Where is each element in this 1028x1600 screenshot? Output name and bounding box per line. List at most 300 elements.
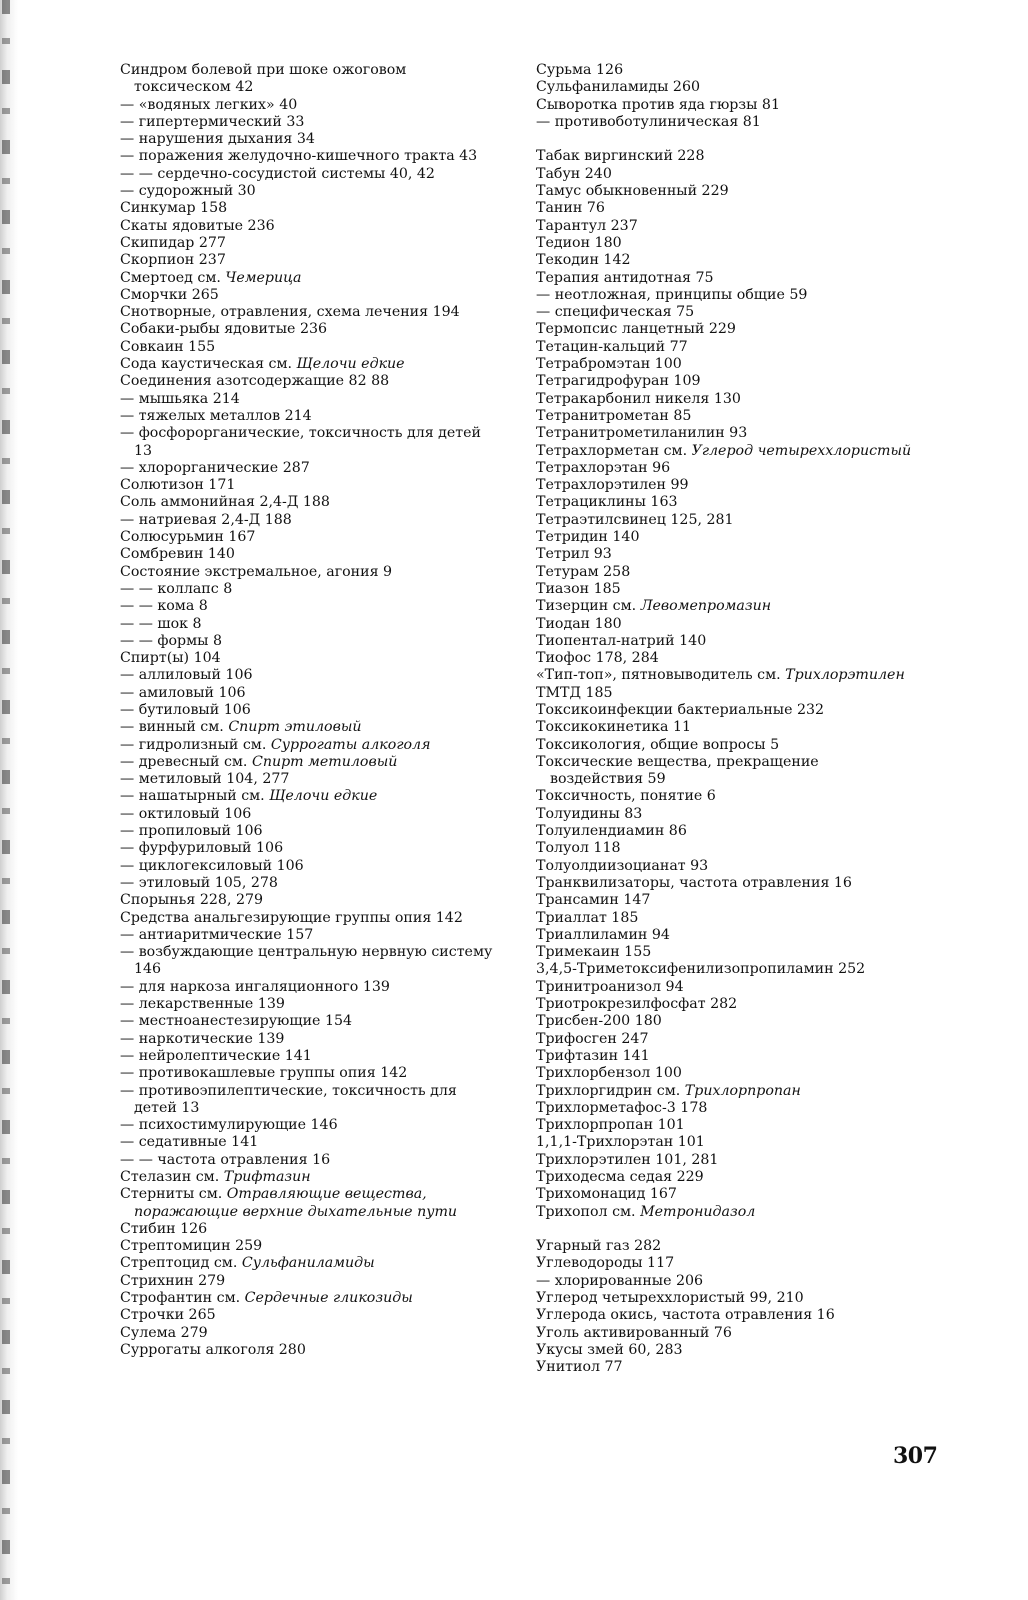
index-entry-text: Тетракарбонил никеля 130 (536, 390, 741, 407)
index-entry (536, 1238, 916, 1255)
index-entry-text: — — коллапс 8 (120, 580, 233, 597)
index-entry-text: Тетрациклины 163 (536, 494, 678, 511)
index-entry (536, 892, 916, 909)
index-entry (120, 875, 500, 892)
index-entry-text: Толуол 118 (536, 840, 621, 857)
index-entry (536, 494, 916, 511)
index-entry-text: Сморчки 265 (120, 286, 219, 303)
section-gap (536, 131, 916, 148)
index-entry (120, 667, 500, 684)
index-entry (120, 927, 500, 944)
index-entry (536, 529, 916, 546)
index-entry-reference: Спирт этиловый (228, 719, 362, 736)
index-entry-text: Спорынья 228, 279 (120, 892, 264, 909)
index-entry-text: Скорпион 237 (120, 252, 226, 269)
scan-artifact (2, 0, 10, 1600)
index-entry (536, 979, 916, 996)
index-entry (536, 1169, 916, 1186)
index-entry-text: Табак виргинский 228 (536, 148, 705, 165)
index-entry (120, 1255, 500, 1272)
index-entry (120, 996, 500, 1013)
index-entry (120, 408, 500, 425)
index-entry (120, 719, 500, 736)
index-entry (536, 1273, 916, 1290)
index-entry-text: Тиопентал-натрий 140 (536, 632, 707, 649)
index-entry-text: Строфантин см. (120, 1290, 245, 1307)
index-entry (120, 183, 500, 200)
index-entry (536, 270, 916, 287)
index-entry (536, 114, 916, 131)
index-entry (536, 996, 916, 1013)
index-entry-reference: Углерод четыреххлористый (691, 442, 912, 459)
index-entry (120, 1117, 500, 1134)
index-entry-text: — возбуждающие центральную нервную систему 146 (120, 944, 493, 978)
index-entry-text: Суррогаты алкоголя 280 (120, 1341, 306, 1358)
index-entry-text: — метиловый 104, 277 (120, 771, 290, 788)
index-entry-text: Совкаин 155 (120, 338, 216, 355)
index-column-left (120, 62, 500, 1359)
index-entry-text: — тяжелых металлов 214 (120, 407, 312, 424)
index-entry-text: — психостимулирующие 146 (120, 1117, 338, 1134)
index-entry-text: Тетранитрометан 85 (536, 407, 692, 424)
index-entry-text: Трихлорметафос-3 178 (536, 1099, 708, 1116)
index-entry-text: Сода каустическая см. (120, 356, 297, 373)
index-entry-reference: Щелочи едкие (296, 356, 405, 373)
index-entry-text: Стибин 126 (120, 1220, 208, 1237)
index-entry (536, 1117, 916, 1134)
index-entry-text: Тедион 180 (536, 234, 622, 251)
index-entry-text: Сулема 279 (120, 1324, 208, 1341)
index-entry-text: Терапия антидотная 75 (536, 269, 714, 286)
index-entry (120, 1083, 500, 1118)
index-entry (120, 321, 500, 338)
index-entry (536, 702, 916, 719)
index-entry-text: Тетурам 258 (536, 563, 631, 580)
index-entry-reference: Спирт метиловый (251, 753, 398, 770)
index-entry (120, 685, 500, 702)
index-entry-text: Стрихнин 279 (120, 1272, 226, 1289)
index-entry-text: 3,4,5-Триметоксифенилизопропиламин 252 (536, 961, 866, 978)
index-entry-text: Тетрахлорметан см. (536, 442, 692, 459)
index-entry (536, 339, 916, 356)
index-entry-text: Трисбен-200 180 (536, 1013, 662, 1030)
index-entry (120, 1169, 500, 1186)
index-entry (536, 1307, 916, 1324)
index-entry (120, 148, 500, 165)
index-entry (120, 788, 500, 805)
index-entry-text: Триходесма седая 229 (536, 1169, 704, 1185)
index-entry-text: Токсичность, понятие 6 (536, 788, 716, 805)
index-entry (120, 944, 500, 979)
index-entry (536, 304, 916, 321)
index-entry-text: Смертоед см. (120, 269, 226, 286)
index-entry (536, 97, 916, 114)
index-entry-text: — неотложная, принципы общие 59 (536, 286, 808, 303)
index-entry-text: Тиазон 185 (536, 580, 621, 597)
index-entry-text: Табун 240 (536, 165, 612, 182)
index-entry-text: — хлорированные 206 (536, 1272, 704, 1289)
index-entry (536, 1359, 916, 1376)
index-entry (120, 131, 500, 148)
index-entry-text: Трихлоргидрин см. (536, 1082, 685, 1099)
index-entry-text: Триотрокрезилфосфат 282 (536, 996, 738, 1013)
index-entry (536, 633, 916, 650)
index-entry-text: Соль аммонийная 2,4-Д 188 (120, 494, 330, 511)
index-entry-text: Тиофос 178, 284 (536, 650, 659, 667)
index-entry-text: Триаллиламин 94 (536, 926, 670, 943)
index-entry-text: Трихомонацид 167 (536, 1186, 677, 1203)
index-entry (536, 961, 916, 978)
index-entry-text: Трихопол см. (536, 1203, 641, 1220)
index-entry-text: Трихлорбензол 100 (536, 1065, 682, 1082)
index-entry-text: Транквилизаторы, частота отравления 16 (536, 874, 852, 891)
index-entry (536, 616, 916, 633)
index-entry (120, 979, 500, 996)
index-entry-text: — судорожный 30 (120, 183, 256, 200)
index-entry-text: Тетранитрометиланилин 93 (536, 425, 748, 442)
index-entry (120, 806, 500, 823)
index-entry-text: — для наркоза ингаляционного 139 (120, 978, 390, 995)
index-entry (120, 1290, 500, 1307)
index-entry (120, 287, 500, 304)
index-entry-text: Толуилендиамин 86 (536, 823, 687, 840)
index-entry (536, 235, 916, 252)
index-entry (536, 166, 916, 183)
index-entry (120, 1221, 500, 1238)
index-entry-text: Тетрахлорэтан 96 (536, 459, 671, 476)
index-entry-reference: Левомепромазин (640, 598, 772, 615)
page-number: 307 (893, 1443, 938, 1469)
index-entry-text: Средства анальгезирующие группы опия 142 (120, 909, 463, 926)
index-entry (120, 62, 500, 97)
index-entry (120, 1325, 500, 1342)
index-entry-text: — натриевая 2,4-Д 188 (120, 511, 292, 528)
index-entry-reference: Трихлорпропан (684, 1082, 801, 1099)
index-entry-text: Тетрагидрофуран 109 (536, 373, 701, 390)
index-entry (120, 460, 500, 477)
index-entry-text: Термопсис ланцетный 229 (536, 321, 736, 338)
index-entry (536, 944, 916, 961)
index-entry (120, 235, 500, 252)
index-entry (536, 754, 916, 789)
index-entry (536, 546, 916, 563)
index-entry (120, 650, 500, 667)
index-entry-text: Трифосген 247 (536, 1030, 649, 1047)
index-entry-text: Состояние экстремальное, агония 9 (120, 563, 393, 580)
index-entry-text: Укусы змей 60, 283 (536, 1341, 683, 1358)
index-entry-text: — фурфуриловый 106 (120, 840, 284, 857)
index-entry-text: — бутиловый 106 (120, 701, 251, 718)
index-entry (120, 598, 500, 615)
index-entry (536, 200, 916, 217)
index-entry-text: — противокашлевые группы опия 142 (120, 1065, 408, 1082)
index-entry-text: Токсикоинфекции бактериальные 232 (536, 701, 825, 718)
index-entry-text: Трансамин 147 (536, 892, 651, 909)
index-entry-text: Углерод четыреххлористый 99, 210 (536, 1290, 804, 1307)
index-entry (120, 754, 500, 771)
index-entry (536, 391, 916, 408)
index-entry-text: Сульфаниламиды 260 (536, 79, 700, 96)
index-entry-text: Унитиол 77 (536, 1359, 623, 1376)
index-entry (536, 840, 916, 857)
index-entry (120, 564, 500, 581)
index-entry (536, 1083, 916, 1100)
index-entry-reference: Отравляющие вещества, поражающие верхние дыхательные пути (134, 1186, 458, 1220)
index-entry (536, 218, 916, 235)
index-entry (536, 1152, 916, 1169)
index-entry (120, 840, 500, 857)
index-entry (536, 477, 916, 494)
index-entry-text: — «водяных легких» 40 (120, 96, 298, 113)
index-entry-text: Токсикология, общие вопросы 5 (536, 736, 780, 753)
index-entry-text: — мышьяка 214 (120, 390, 240, 407)
index-entry (120, 1186, 500, 1221)
index-entry (536, 1204, 916, 1221)
index-entry (120, 737, 500, 754)
index-entry-text: Текодин 142 (536, 252, 631, 269)
index-entry-text: — — шок 8 (120, 615, 202, 632)
index-entry-text: Трихлорпропан 101 (536, 1117, 685, 1134)
index-entry-text: Сомбревин 140 (120, 546, 235, 563)
index-entry-text: — нашатырный см. (120, 788, 270, 805)
index-entry-reference: Метронидазол (640, 1203, 756, 1220)
index-entry-text: Тизерцин см. (536, 598, 641, 615)
index-entry (120, 1013, 500, 1030)
index-entry (536, 1031, 916, 1048)
index-entry-text: — противоботулиническая 81 (536, 113, 761, 130)
index-entry-reference: Чемерица (225, 269, 302, 286)
index-entry-text: — лекарственные 139 (120, 996, 285, 1013)
index-entry (120, 1065, 500, 1082)
index-entry (536, 927, 916, 944)
index-entry-text: Тетрабромэтан 100 (536, 356, 682, 373)
index-entry (536, 667, 916, 684)
index-entry-text: Снотворные, отравления, схема лечения 194 (120, 304, 460, 321)
index-entry-text: Толуолдиизоцианат 93 (536, 857, 709, 874)
index-entry-text: Триаллат 185 (536, 909, 639, 926)
index-entry-text: Стрептомицин 259 (120, 1238, 263, 1255)
index-entry (536, 650, 916, 667)
index-entry (536, 823, 916, 840)
index-entry-text: Тетацин-кальций 77 (536, 338, 688, 355)
index-entry (120, 581, 500, 598)
index-entry-text: Тетраэтилсвинец 125, 281 (536, 511, 734, 528)
index-entry (536, 321, 916, 338)
index-entry-text: — этиловый 105, 278 (120, 874, 278, 891)
index-entry-text: — наркотические 139 (120, 1030, 285, 1047)
index-entry (536, 1325, 916, 1342)
index-entry (120, 114, 500, 131)
index-entry (536, 1186, 916, 1203)
index-entry (120, 1152, 500, 1169)
index-entry (120, 494, 500, 511)
index-entry-text: — поражения желудочно-кишечного тракта 43 (120, 148, 478, 165)
index-entry-text: — — частота отравления 16 (120, 1151, 331, 1168)
index-entry (536, 1013, 916, 1030)
index-entry (536, 408, 916, 425)
index-entry (120, 823, 500, 840)
index-entry (536, 356, 916, 373)
index-entry-text: — гидролизный см. (120, 736, 271, 753)
index-entry (120, 339, 500, 356)
index-entry-reference: Сердечные гликозиды (244, 1290, 413, 1307)
index-entry (536, 1290, 916, 1307)
index-entry-text: Тринитроанизол 94 (536, 978, 684, 995)
index-entry-text: Солютизон 171 (120, 477, 236, 494)
index-entry-text: — гипертермический 33 (120, 113, 305, 130)
index-entry-text: Толуидины 83 (536, 805, 643, 822)
index-entry-text: — — сердечно-сосудистой системы 40, 42 (120, 165, 435, 182)
index-entry-text: — нарушения дыхания 34 (120, 131, 315, 148)
index-entry-text: Тримекаин 155 (536, 944, 652, 961)
index-entry-reference: Сульфаниламиды (241, 1255, 375, 1272)
index-entry (120, 702, 500, 719)
index-entry (120, 633, 500, 650)
index-entry (536, 564, 916, 581)
index-entry-text: Токсикокинетика 11 (536, 719, 692, 736)
index-entry (536, 719, 916, 736)
index-entry-text: Синдром болевой при шоке ожоговом токсическом 42 (120, 62, 407, 96)
index-entry (536, 183, 916, 200)
index-entry-text: Собаки-рыбы ядовитые 236 (120, 321, 328, 338)
index-entry-text: Углеводороды 117 (536, 1255, 675, 1272)
index-column-right (536, 62, 916, 1377)
index-entry (536, 737, 916, 754)
index-entry-text: — древесный см. (120, 753, 252, 770)
index-entry-text: Стрептоцид см. (120, 1255, 242, 1272)
index-entry-text: ТМТД 185 (536, 684, 613, 701)
index-entry-text: Тамус обыкновенный 229 (536, 183, 729, 200)
index-entry (120, 1342, 500, 1359)
index-entry (536, 373, 916, 390)
index-entry (120, 616, 500, 633)
index-entry-text: — седативные 141 (120, 1134, 259, 1151)
index-entry-text: Стерниты см. (120, 1186, 227, 1203)
index-entry (536, 858, 916, 875)
index-entry-text: Тиодан 180 (536, 615, 622, 632)
index-entry-text: «Тип-топ», пятновыводитель см. (536, 667, 786, 684)
index-entry-text: 1,1,1-Трихлорэтан 101 (536, 1134, 705, 1151)
index-entry-text: — специфическая 75 (536, 304, 695, 321)
index-entry (536, 875, 916, 892)
index-entry (536, 252, 916, 269)
index-entry (536, 287, 916, 304)
index-entry (120, 218, 500, 235)
section-gap (536, 1221, 916, 1238)
index-entry-text: — амиловый 106 (120, 684, 246, 701)
index-entry (120, 771, 500, 788)
index-entry-text: Токсические вещества, прекращение воздействия 59 (536, 753, 819, 788)
index-entry (536, 79, 916, 96)
index-entry-text: — хлорорганические 287 (120, 459, 310, 476)
index-entry (120, 1048, 500, 1065)
index-entry-text: Угарный газ 282 (536, 1238, 662, 1255)
index-entry-reference: Суррогаты алкоголя (270, 736, 431, 753)
index-entry (536, 788, 916, 805)
index-entry-text: — циклогексиловый 106 (120, 857, 304, 874)
index-entry (536, 1100, 916, 1117)
index-entry (120, 304, 500, 321)
index-entry-text: Сурьма 126 (536, 62, 624, 78)
index-entry-text: Уголь активированный 76 (536, 1324, 732, 1341)
index-entry (536, 512, 916, 529)
index-entry (120, 252, 500, 269)
book-spine-edge (0, 0, 18, 1600)
index-entry (536, 62, 916, 79)
index-entry (120, 1134, 500, 1151)
index-entry-text: — противоэпилептические, токсичность для детей 13 (120, 1082, 457, 1116)
index-entry-text: — — формы 8 (120, 632, 222, 649)
index-entry-text: Стелазин см. (120, 1169, 224, 1185)
index-entry (536, 443, 916, 460)
index-entry-text: — антиаритмические 157 (120, 926, 314, 943)
index-entry-text: — аллиловый 106 (120, 667, 253, 684)
index-entry-text: Тарантул 237 (536, 217, 638, 234)
index-entry (536, 1048, 916, 1065)
index-entry-text: — октиловый 106 (120, 805, 252, 822)
index-entry-text: Соединения азотсодержащие 82 88 (120, 373, 390, 390)
index-entry-text: — пропиловый 106 (120, 823, 263, 840)
index-entry-text: — винный см. (120, 719, 229, 736)
index-entry (120, 200, 500, 217)
index-entry (536, 910, 916, 927)
index-entry (120, 1238, 500, 1255)
index-entry-reference: Трифтазин (223, 1169, 311, 1185)
index-entry (536, 1134, 916, 1151)
index-entry-text: Тетрахлорэтилен 99 (536, 477, 689, 494)
index-entry-reference: Щелочи едкие (269, 788, 378, 805)
index-entry (120, 425, 500, 460)
index-entry-text: Тетрил 93 (536, 546, 612, 563)
index-entry (536, 148, 916, 165)
index-entry-text: — местноанестезирующие 154 (120, 1013, 353, 1030)
index-entry-text: Тетридин 140 (536, 529, 640, 546)
index-entry-text: — нейролептические 141 (120, 1047, 312, 1064)
index-entry (120, 892, 500, 909)
index-entry-reference: Трихлорэтилен (785, 667, 905, 684)
index-entry (120, 858, 500, 875)
index-entry-text: Трифтазин 141 (536, 1047, 650, 1064)
index-entry (536, 598, 916, 615)
index-entry (120, 373, 500, 390)
index-entry (120, 166, 500, 183)
index-entry (120, 910, 500, 927)
index-entry-text: Строчки 265 (120, 1307, 216, 1324)
index-entry (120, 97, 500, 114)
index-entry (120, 529, 500, 546)
index-entry (120, 512, 500, 529)
index-entry-text: Скипидар 277 (120, 234, 226, 251)
index-entry (120, 270, 500, 287)
index-entry (536, 1065, 916, 1082)
index-entry-text: Спирт(ы) 104 (120, 650, 221, 667)
index-entry (120, 546, 500, 563)
index-entry (120, 356, 500, 373)
index-entry (536, 685, 916, 702)
index-entry (120, 1273, 500, 1290)
index-entry-text: Танин 76 (536, 200, 605, 217)
index-entry (120, 1031, 500, 1048)
index-entry-text: Синкумар 158 (120, 200, 228, 217)
index-entry (536, 425, 916, 442)
index-entry (120, 1307, 500, 1324)
index-entry (536, 581, 916, 598)
index-entry (120, 391, 500, 408)
index-entry-text: — фосфорорганические, токсичность для детей 13 (120, 425, 482, 459)
index-entry (536, 1342, 916, 1359)
index-entry-text: Трихлорэтилен 101, 281 (536, 1151, 719, 1168)
index-entry-text: Сыворотка против яда гюрзы 81 (536, 96, 780, 113)
